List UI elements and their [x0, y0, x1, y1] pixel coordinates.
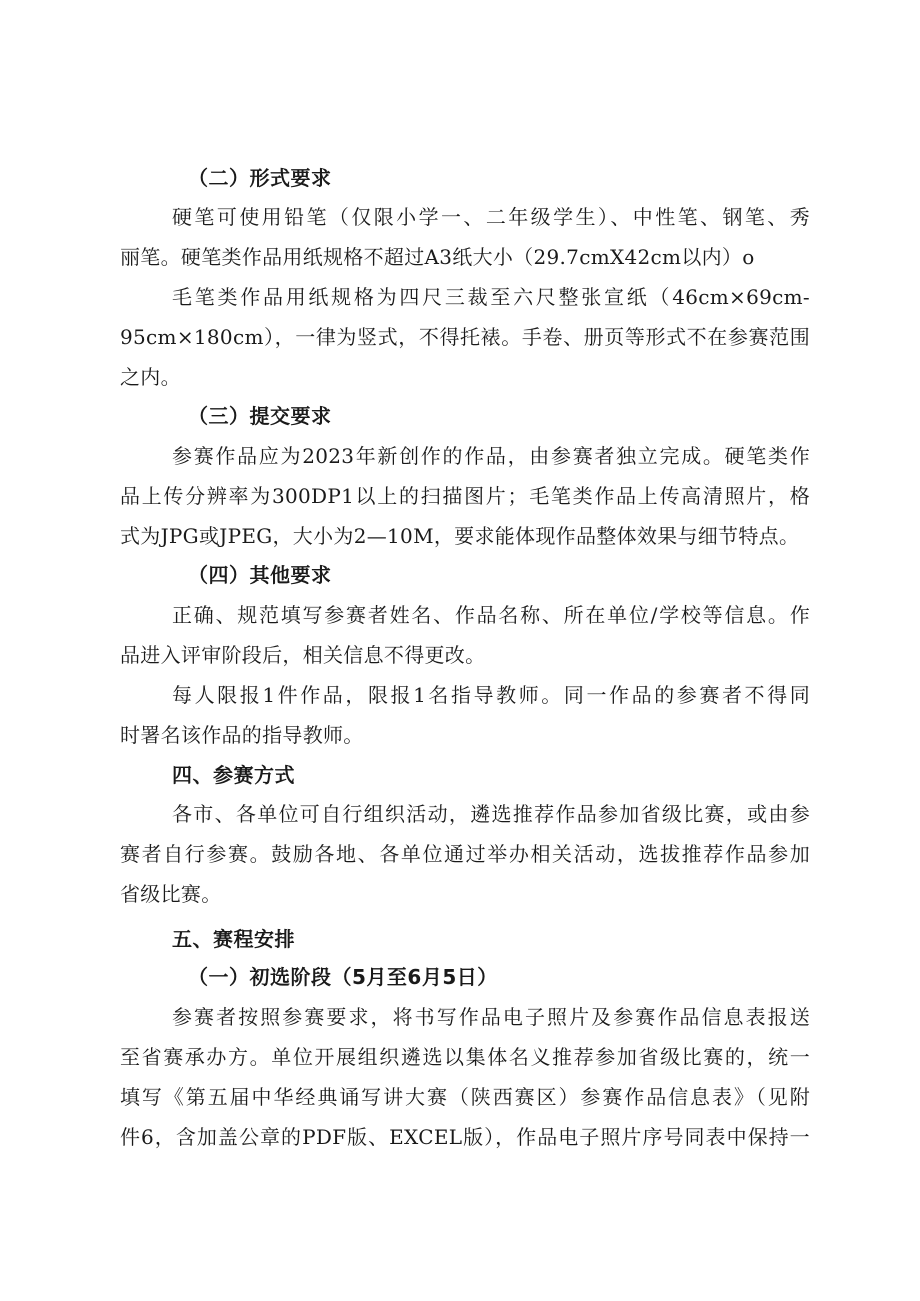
- paragraph-line: 硬笔可使用铅笔（仅限小学一、二年级学生）、中性笔、钢笔、秀: [172, 205, 810, 229]
- section-heading-form-requirements: （二）形式要求: [188, 166, 332, 190]
- paragraph-line: 毛笔类作品用纸规格为四尺三裁至六尺整张宣纸（46cm×69cm-: [172, 285, 810, 309]
- paragraph-line: 正确、规范填写参赛者姓名、作品名称、所在单位/学校等信息。作: [172, 603, 810, 627]
- section-heading-schedule: 五、赛程安排: [172, 927, 295, 951]
- section-heading-submission-requirements: （三）提交要求: [188, 404, 332, 428]
- paragraph-line: 丽笔。硬笔类作品用纸规格不超过A3纸大小（29.7cmX42cm以内）o: [120, 245, 755, 269]
- paragraph-line: 各市、各单位可自行组织活动，遴选推荐作品参加省级比赛，或由参: [172, 802, 810, 826]
- paragraph-line: 省级比赛。: [120, 882, 222, 906]
- paragraph-line: 之内。: [120, 365, 181, 389]
- section-heading-other-requirements: （四）其他要求: [188, 563, 332, 587]
- paragraph-line: 时署名该作品的指导教师。: [120, 723, 364, 747]
- paragraph-line: 参赛作品应为2023年新创作的作品，由参赛者独立完成。硬笔类作: [172, 444, 810, 468]
- paragraph-line: 品进入评审阶段后，相关信息不得更改。: [120, 643, 486, 667]
- paragraph-line: 品上传分辨率为300DP1以上的扫描图片；毛笔类作品上传高清照片，格: [120, 484, 810, 508]
- sub-heading-preliminary-stage: （一）初选阶段（5月至6月5日）: [188, 965, 498, 989]
- section-heading-participation: 四、参赛方式: [172, 763, 295, 787]
- paragraph-line: 件6，含加盖公章的PDF版、EXCEL版），作品电子照片序号同表中保持一: [120, 1125, 810, 1149]
- paragraph-line: 至省赛承办方。单位开展组织遴选以集体名义推荐参加省级比赛的，统一: [120, 1045, 810, 1069]
- paragraph-line: 赛者自行参赛。鼓励各地、各单位通过举办相关活动，选拔推荐作品参加: [120, 842, 810, 866]
- paragraph-line: 95cm×180cm），一律为竖式，不得托裱。手卷、册页等形式不在参赛范围: [120, 325, 810, 349]
- paragraph-line: 每人限报1件作品，限报1名指导教师。同一作品的参赛者不得同: [172, 683, 810, 707]
- paragraph-line: 式为JPG或JPEG，大小为2—10M，要求能体现作品整体效果与细节特点。: [120, 524, 800, 548]
- paragraph-line: 参赛者按照参赛要求，将书写作品电子照片及参赛作品信息表报送: [172, 1005, 810, 1029]
- paragraph-line: 填写《第五届中华经典诵写讲大赛（陕西赛区）参赛作品信息表》（见附: [120, 1085, 810, 1109]
